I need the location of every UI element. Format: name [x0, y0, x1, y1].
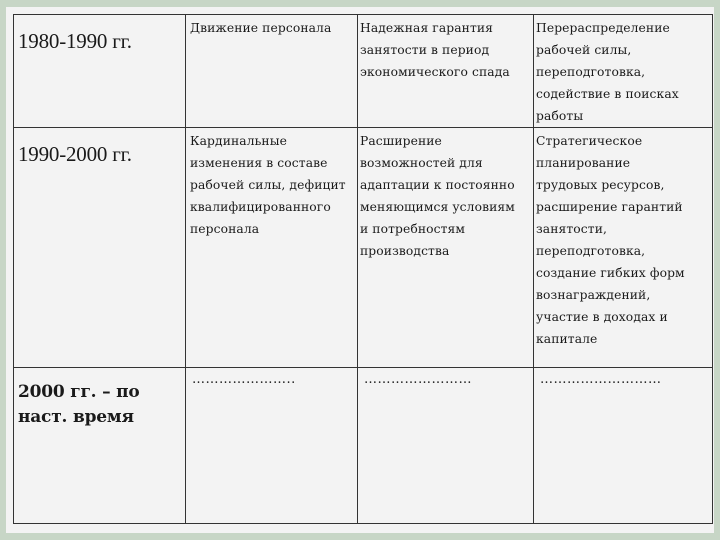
- cell-text: меняющимся условиям: [360, 200, 515, 214]
- cell-text: производства: [360, 244, 450, 258]
- cell-text: участие в доходах и: [536, 310, 668, 324]
- placeholder-dots: ………………………: [540, 372, 662, 387]
- cell-text: Перераспределение: [536, 21, 670, 35]
- guarantee-cell: [358, 368, 534, 524]
- cell-text: занятости,: [536, 222, 607, 236]
- cell-text: Стратегическое: [536, 134, 643, 148]
- cell-text: изменения в составе: [190, 156, 328, 170]
- movement-cell: [186, 15, 358, 128]
- placeholder-dots: ……………………: [364, 372, 472, 387]
- placeholder-dots: …………………..: [192, 372, 296, 387]
- cell-text: капитале: [536, 332, 598, 346]
- slide: [6, 7, 714, 533]
- cell-text: вознаграждений,: [536, 288, 651, 302]
- cell-text: планирование: [536, 156, 631, 170]
- measures-cell: [534, 368, 713, 524]
- cell-text: занятости в период: [360, 43, 490, 57]
- guarantee-cell: [358, 128, 534, 368]
- cell-text: персонала: [190, 222, 260, 236]
- cell-text: Надежная гарантия: [360, 21, 494, 35]
- cell-text: содействие в поисках: [536, 87, 679, 101]
- cell-text: рабочей силы,: [536, 43, 632, 57]
- period-cell: [14, 128, 186, 368]
- period-label: 2000 гг. – по наст. время: [18, 382, 140, 427]
- table-row: [14, 15, 713, 128]
- cell-text: расширение гарантий: [536, 200, 683, 214]
- cell-text: трудовых ресурсов,: [536, 178, 665, 192]
- cell-text: возможностей для: [360, 156, 483, 170]
- cell-text: экономического спада: [360, 65, 510, 79]
- cell-text: рабочей силы, дефицит: [190, 178, 346, 192]
- period-label: 1980-1990 гг.: [18, 29, 132, 53]
- period-cell: [14, 368, 186, 524]
- cell-text: Расширение: [360, 134, 442, 148]
- periods-table: [13, 14, 713, 524]
- cell-text: квалифицированного: [190, 200, 331, 214]
- table-row: [14, 368, 713, 524]
- period-label: 1990-2000 гг.: [18, 142, 132, 166]
- cell-text: Кардинальные: [190, 134, 287, 148]
- guarantee-cell: [358, 15, 534, 128]
- cell-text: переподготовка,: [536, 65, 646, 79]
- movement-cell: [186, 128, 358, 368]
- cell-text: создание гибких форм: [536, 266, 685, 280]
- cell-text: переподготовка,: [536, 244, 646, 258]
- measures-cell: [534, 15, 713, 128]
- cell-text: адаптации к постоянно: [360, 178, 515, 192]
- measures-cell: [534, 128, 713, 368]
- movement-cell: [186, 368, 358, 524]
- cell-text: и потребностям: [360, 222, 466, 236]
- cell-text: работы: [536, 109, 584, 123]
- period-cell: [14, 15, 186, 128]
- cell-text: Движение персонала: [190, 21, 332, 35]
- table-row: [14, 128, 713, 368]
